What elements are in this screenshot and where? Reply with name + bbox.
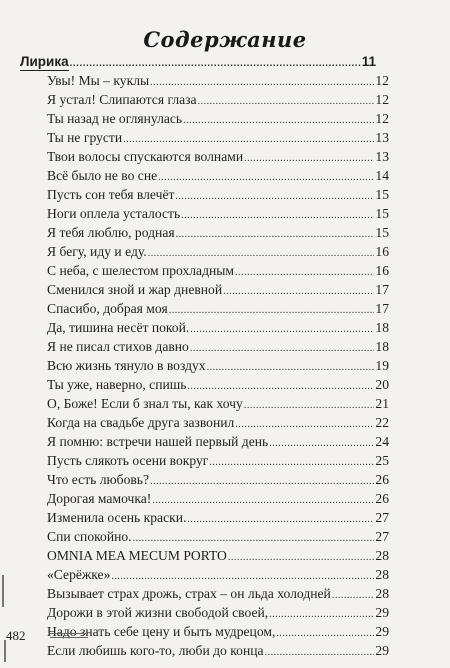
toc-entry-page: 13 [375, 149, 389, 164]
toc-entry-page: 19 [375, 358, 389, 373]
toc-entry-page: 15 [375, 225, 389, 240]
toc-entry [47, 508, 389, 527]
toc-entry-page: 12 [375, 111, 389, 126]
toc-entry [47, 166, 389, 185]
toc-entry-page: 16 [375, 244, 389, 259]
toc-entry [47, 394, 389, 413]
toc-entry [47, 470, 389, 489]
toc-entry-page: 24 [375, 434, 389, 449]
toc-entry-title: Всю жизнь тянуло в воздух [47, 358, 206, 373]
toc-entry-page: 25 [375, 453, 389, 468]
toc-entry [47, 147, 389, 166]
toc-entry-title: О, Боже! Если б знал ты, как хочу [47, 396, 243, 411]
toc-entry-page: 12 [375, 92, 389, 107]
toc-entry-title: Я не писал стихов давно [47, 339, 189, 354]
toc-entry-page: 17 [375, 282, 389, 297]
toc-entry-title: Надо знать себе цену и быть мудрецом, [47, 624, 276, 639]
toc-entry [47, 90, 389, 109]
toc-entry [47, 109, 389, 128]
toc-entry [47, 337, 389, 356]
toc-entry [47, 204, 389, 223]
toc-entry [47, 622, 389, 641]
toc-entry-title: Да, тишина несёт покой. [47, 320, 190, 335]
toc-entry-page: 28 [375, 567, 389, 582]
toc-entry-page: 28 [375, 586, 389, 601]
toc-entry-page: 15 [375, 187, 389, 202]
toc-entry [47, 584, 389, 603]
toc-entry-page: 26 [375, 472, 389, 487]
toc-section [20, 52, 376, 71]
toc-entry-title: Пусть сон тебя влечёт [47, 187, 175, 202]
toc-entry-title: Если любишь кого-то, люби до конца [47, 643, 264, 658]
toc-entry-title: Увы! Мы – куклы [47, 73, 150, 88]
toc-entry [47, 356, 389, 375]
toc-entry [47, 527, 389, 546]
toc-entry [47, 185, 389, 204]
toc-entry-page: 22 [375, 415, 389, 430]
toc-entry-title: Изменила осень краски. [47, 510, 187, 525]
toc-entry-title: Что есть любовь? [47, 472, 150, 487]
toc-entry-page: 18 [375, 320, 389, 335]
footer-rule [50, 633, 88, 638]
toc-entry [47, 489, 389, 508]
toc-entry-page: 21 [375, 396, 389, 411]
toc-entry [47, 299, 389, 318]
page-title: Содержание [143, 27, 307, 52]
toc-entry [47, 128, 389, 147]
toc-entry [47, 280, 389, 299]
toc-entry [47, 451, 389, 470]
toc-entry-page: 28 [375, 548, 389, 563]
toc-entry-title: Я устал! Слипаются глаза [47, 92, 197, 107]
toc-entry-page: 29 [375, 643, 389, 658]
toc-entry-title: «Серёжке» [47, 567, 111, 582]
toc-entry-page: 20 [375, 377, 389, 392]
toc-entry-title: Когда на свадьбе друга зазвонил [47, 415, 235, 430]
page-edge-mark [2, 575, 4, 607]
toc-entry [47, 375, 389, 394]
toc-entry-page: 14 [375, 168, 389, 183]
toc-entry-title: Сменился зной и жар дневной [47, 282, 223, 297]
toc-section-label: Лирика [20, 54, 69, 69]
toc-entry-page: 15 [375, 206, 389, 221]
toc-entry [47, 318, 389, 337]
toc-entry-page: 17 [375, 301, 389, 316]
toc-entry-title: Я бегу, иду и еду. [47, 244, 147, 259]
page-number: 482 [6, 628, 26, 643]
toc-entry-title: Ноги оплела усталость [47, 206, 181, 221]
toc-entry [47, 565, 389, 584]
toc-entry [47, 546, 389, 565]
toc-entry-page: 29 [375, 605, 389, 620]
toc-entry [47, 413, 389, 432]
toc-entry [47, 603, 389, 622]
toc-entry-title: Спасибо, добрая моя [47, 301, 168, 316]
toc-entry-title: Ты не грусти [47, 130, 123, 145]
toc-entry-title: Я тебя люблю, родная [47, 225, 175, 240]
toc-entry-title: Вызывает страх дрожь, страх – он льда холодней [47, 586, 331, 601]
toc-entry-title: Ты уже, наверно, спишь [47, 377, 187, 392]
toc-entry-title: Пусть слякоть осени вокруг [47, 453, 209, 468]
toc-entry [47, 641, 389, 660]
toc-entry-page: 27 [375, 529, 389, 544]
toc-entry [47, 223, 389, 242]
toc-leader [265, 643, 375, 662]
toc-entry [47, 71, 389, 90]
toc-entry-page: 18 [375, 339, 389, 354]
toc-entry-title: Всё было не во сне [47, 168, 158, 183]
toc-entry-title: С неба, с шелестом прохладным [47, 263, 235, 278]
toc-entry-title: OMNIA MEA MECUM PORTO [47, 548, 227, 563]
toc-section-page: 11 [361, 54, 376, 69]
toc-entry-title: Дорожи в этой жизни свободой своей, [47, 605, 269, 620]
toc-entry-page: 29 [375, 624, 389, 639]
toc-entry-title: Я помню: встречи нашей первый день [47, 434, 269, 449]
toc-entry-page: 16 [375, 263, 389, 278]
toc-entry-title: Спи спокойно. [47, 529, 132, 544]
toc-entry-page: 13 [375, 130, 389, 145]
toc-entry-title: Дорогая мамочка! [47, 491, 152, 506]
toc-entry-page: 12 [375, 73, 389, 88]
toc-entry [47, 261, 389, 280]
toc-entry-page: 26 [375, 491, 389, 506]
toc-entry-title: Твои волосы спускаются волнами [47, 149, 244, 164]
toc-entry-title: Ты назад не оглянулась [47, 111, 183, 126]
toc-entry [47, 242, 389, 261]
toc-entry-page: 27 [375, 510, 389, 525]
toc-entry [47, 432, 389, 451]
